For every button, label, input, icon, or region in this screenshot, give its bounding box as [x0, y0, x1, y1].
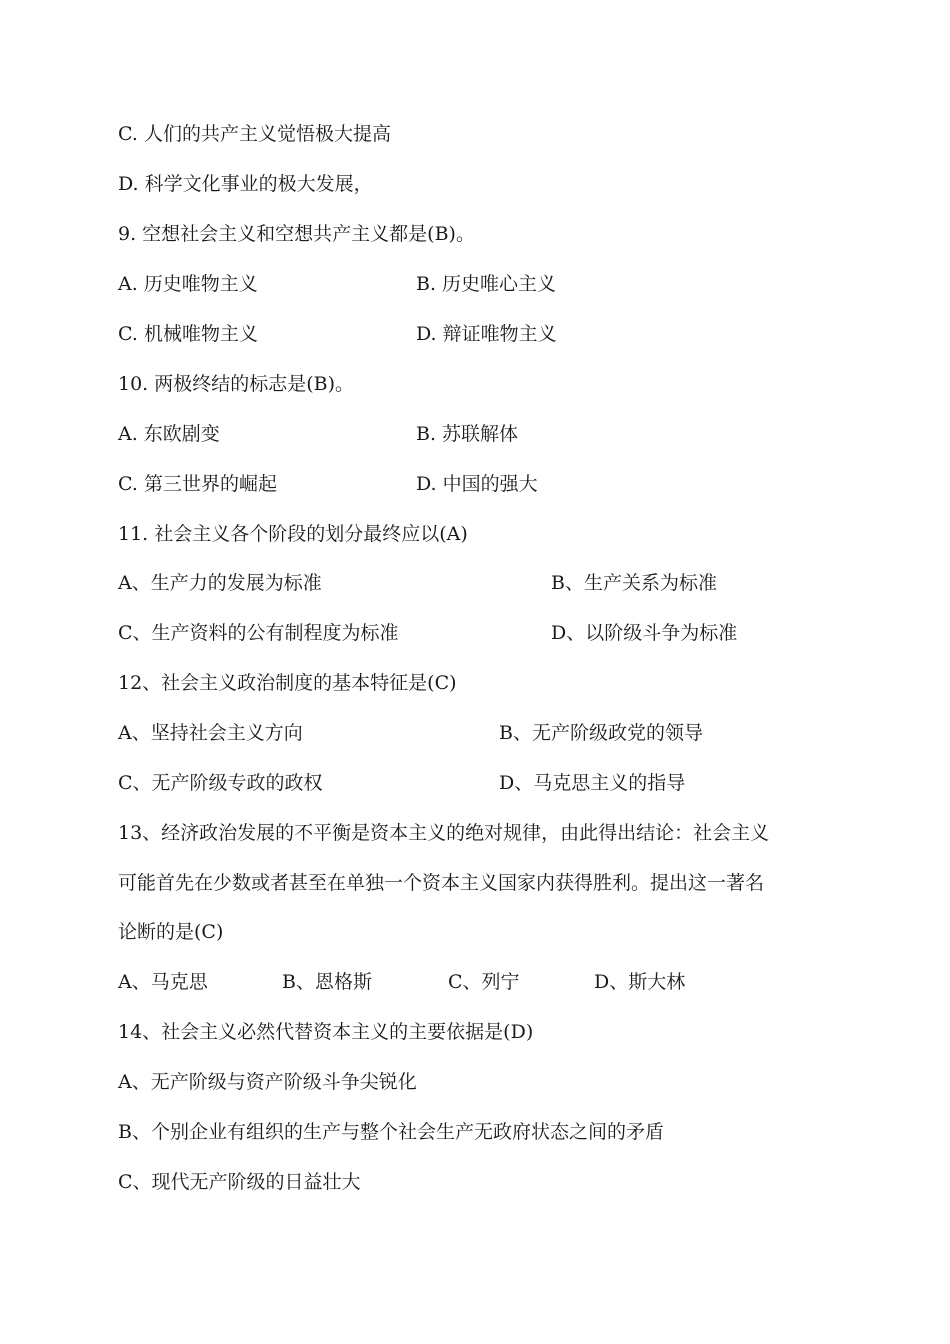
question-13-line-3: 论断的是(C): [118, 921, 224, 943]
option-10d: D. 中国的强大: [416, 473, 538, 495]
option-9c: C. 机械唯物主义: [118, 323, 258, 345]
question-10: 10. 两极终结的标志是(B)。: [118, 373, 355, 395]
option-12c: C、无产阶级专政的政权: [118, 772, 323, 794]
option-13a: A、马克思: [118, 971, 208, 993]
question-13-line-2: 可能首先在少数或者甚至在单独一个资本主义国家内获得胜利。提出这一著名: [118, 872, 765, 894]
option-12b: B、无产阶级政党的领导: [499, 722, 703, 744]
option-8c: C. 人们的共产主义觉悟极大提高: [118, 123, 391, 145]
option-10a: A. 东欧剧变: [118, 423, 220, 445]
question-12: 12、社会主义政治制度的基本特征是(C): [118, 672, 457, 694]
option-12d: D、马克思主义的指导: [499, 772, 686, 794]
question-11: 11. 社会主义各个阶段的划分最终应以(A): [118, 523, 468, 545]
option-11b: B、生产关系为标准: [551, 572, 717, 594]
option-9b: B. 历史唯心主义: [416, 273, 557, 295]
option-11a: A、生产力的发展为标准: [118, 572, 322, 594]
option-10c: C. 第三世界的崛起: [118, 473, 277, 495]
option-10b: B. 苏联解体: [416, 423, 519, 445]
option-12a: A、坚持社会主义方向: [118, 722, 303, 744]
question-13-line-1: 13、经济政治发展的不平衡是资本主义的绝对规律，由此得出结论：社会主义: [118, 822, 770, 844]
option-8d: D. 科学文化事业的极大发展，: [118, 173, 373, 195]
option-11c: C、生产资料的公有制程度为标准: [118, 622, 399, 644]
question-14: 14、社会主义必然代替资本主义的主要依据是(D): [118, 1021, 534, 1043]
option-9d: D. 辩证唯物主义: [416, 323, 557, 345]
option-14c: C、现代无产阶级的日益壮大: [118, 1171, 361, 1193]
question-9: 9. 空想社会主义和空想共产主义都是(B)。: [118, 223, 475, 245]
option-14a: A、无产阶级与资产阶级斗争尖锐化: [118, 1071, 417, 1093]
option-9a: A. 历史唯物主义: [118, 273, 258, 295]
option-13d: D、斯大林: [594, 971, 686, 993]
option-14b: B、个别企业有组织的生产与整个社会生产无政府状态之间的矛盾: [118, 1121, 664, 1143]
option-11d: D、以阶级斗争为标准: [551, 622, 738, 644]
option-13c: C、列宁: [448, 971, 520, 993]
option-13b: B、恩格斯: [282, 971, 372, 993]
